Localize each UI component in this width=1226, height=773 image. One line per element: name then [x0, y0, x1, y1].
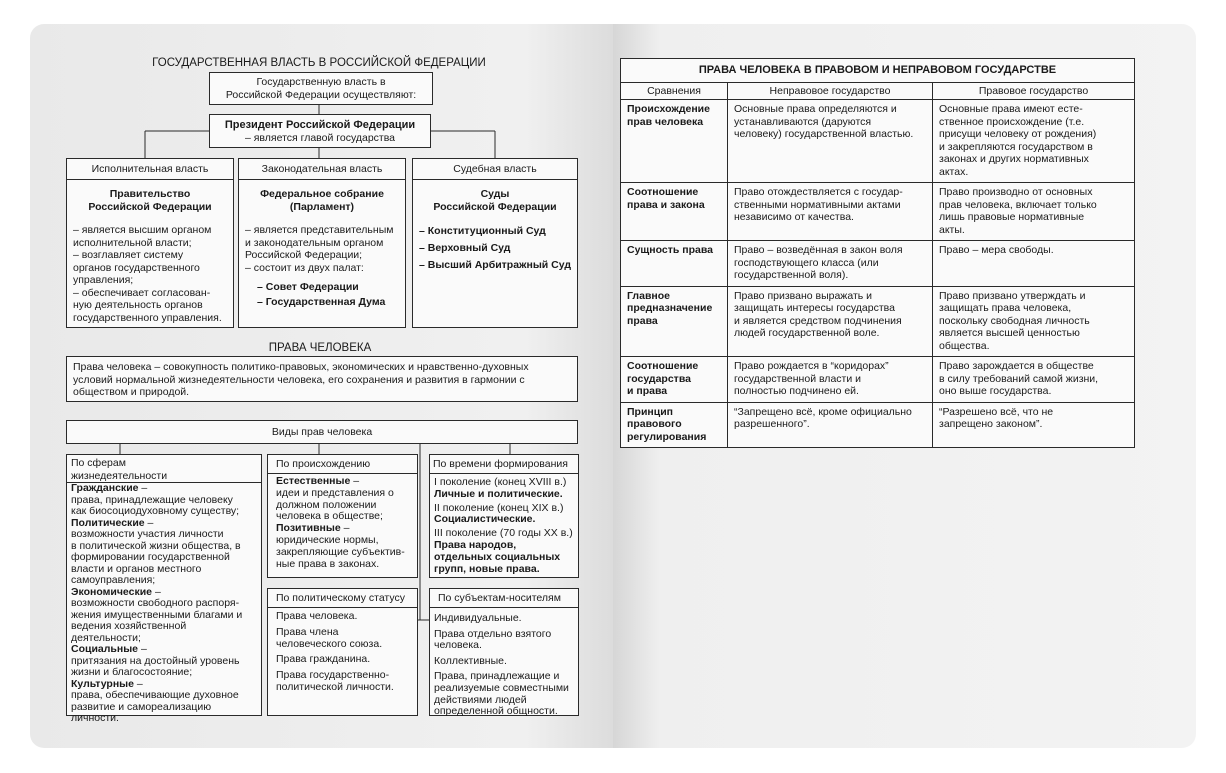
- nonlegal-cell: Право призвано выражать и защищать интересы государства и является средством подчинения людей государственной воле.: [728, 286, 933, 357]
- list-item: [434, 477, 580, 501]
- term-description: – возможности участия личности в политической жизни общества, в формировании государственной власти и органов местного самоуправления;: [71, 516, 241, 586]
- executive-branch-label: Исполнительная власть: [91, 163, 209, 175]
- spheres-list: [71, 483, 263, 725]
- list-item: [71, 679, 263, 725]
- list-item: [276, 476, 418, 523]
- judicial-item: – Конституционный Суд: [419, 225, 546, 237]
- column-header: Сравнения: [621, 82, 728, 100]
- political-status-box: [267, 588, 418, 716]
- nonlegal-cell: Право рождается в “коридорах” государственной власти и полностью подчинено ей.: [728, 357, 933, 403]
- list-item: [71, 518, 263, 587]
- list-item: Права человека.: [276, 610, 358, 622]
- legal-cell: Право призвано утверждать и защищать права человека, поскольку свободная личность является высшей ценностью общества.: [933, 286, 1135, 357]
- term: Гражданские: [71, 482, 139, 494]
- generation-label: III поколение (70 годы XX в.): [434, 527, 573, 540]
- term-description: – юридические нормы, закрепляющие субъектив- ные права в законах.: [276, 522, 405, 570]
- legal-cell: Право зарождается в обществе в силу требований самой жизни, оно выше государства.: [933, 357, 1135, 403]
- nonlegal-cell: Основные права определяются и устанавливаются (даруются человеку) государственной властью.: [728, 100, 933, 183]
- legislative-body-text: – является представительным и законодательным органом Российской Федерации; – состоит из двух палат:: [245, 224, 394, 274]
- row-key: Происхождение прав человека: [621, 100, 728, 183]
- spheres-box: [66, 454, 262, 724]
- rights-definition-text: Права человека – совокупность политико-правовых, экономических и нравственно-духовных условий нормальной жизнедеятельности человека, его сохранения и развития в гармонии с обществом и природой.: [73, 361, 529, 398]
- table-row: [621, 100, 1135, 183]
- row-key: Главное предназначение права: [621, 286, 728, 357]
- judicial-item: – Верховный Суд: [419, 242, 511, 254]
- column-header: Правовое государство: [933, 82, 1135, 100]
- list-item: [71, 483, 263, 518]
- legislative-body-title: Федеральное собрание (Парламент): [260, 188, 384, 213]
- legislative-branch-box: [238, 158, 406, 328]
- legislative-branch-label: Законодательная власть: [261, 163, 383, 175]
- row-key: Сущность права: [621, 241, 728, 287]
- table-row: [621, 286, 1135, 357]
- term-description: – права, принадлежащие человеку как биосоциодуховному существу;: [71, 482, 240, 517]
- subjects-list: [434, 613, 580, 722]
- origin-header: По происхождению: [276, 458, 371, 470]
- judicial-branch-label: Судебная власть: [453, 163, 537, 175]
- rights-types-header: Виды прав человека: [271, 426, 373, 438]
- judicial-body-title: Суды Российской Федерации: [433, 188, 557, 213]
- generation-label: II поколение (конец XIX в.): [434, 501, 564, 514]
- gov-power-title: ГОСУДАРСТВЕННАЯ ВЛАСТЬ В РОССИЙСКОЙ ФЕДЕРАЦИИ: [152, 57, 486, 69]
- nonlegal-cell: “Запрещено всё, кроме официально разрешенного”.: [728, 402, 933, 448]
- legal-cell: Право – мера свободы.: [933, 241, 1135, 287]
- political-status-header: По политическому статусу: [276, 592, 405, 604]
- rights-types-header-box: [66, 420, 578, 444]
- table-row: [621, 357, 1135, 403]
- list-item: Права, принадлежащие и реализуемые совместными действиями людей определенной общности.: [434, 670, 569, 718]
- list-item: [71, 644, 263, 679]
- executive-body-text: – является высшим органом исполнительной власти; – возглавляет систему органов государственного управления; – обеспечивает согласован- ную деятельность органов государственного управления.: [73, 224, 222, 324]
- subjects-box: [429, 588, 579, 716]
- term-description: – идеи и представления о должном положении человека в обществе;: [276, 475, 394, 523]
- origin-list: [276, 476, 418, 570]
- list-item: Коллективные.: [434, 654, 507, 667]
- term-description: – возможности свободного распоря- жения имущественными благами и ведения хозяйственной деятельности;: [71, 585, 243, 644]
- legal-cell: Основные права имеют есте- ственное происхождение (т.е. присущи человеку от рождения) и закрепляются государством в законах и других нормативных актах.: [933, 100, 1135, 183]
- table-row: [621, 402, 1135, 448]
- political-list: [276, 611, 418, 698]
- row-key: Принцип правового регулирования: [621, 402, 728, 448]
- list-item: Права члена человеческого союза.: [276, 625, 383, 650]
- list-item: Права отдельно взятого человека.: [434, 627, 552, 652]
- generation-desc: Права народов, отдельных социальных групп, новые права.: [434, 538, 561, 575]
- time-list: [434, 477, 580, 577]
- term: Социальные: [71, 643, 139, 655]
- judicial-item: – Высший Арбитражный Суд: [419, 259, 572, 271]
- list-item: [434, 503, 580, 527]
- gov-intro-box: [209, 72, 433, 105]
- table-row: [621, 183, 1135, 241]
- term: Естественные: [276, 475, 351, 487]
- column-header: Неправовое государство: [728, 82, 933, 100]
- nonlegal-cell: Право отождествляется с государ- ственными нормативными актами независимо от качества.: [728, 183, 933, 241]
- spheres-header: По сферам жизнедеятельности: [71, 457, 168, 482]
- list-item: Индивидуальные.: [434, 612, 522, 624]
- term: Культурные: [71, 677, 134, 690]
- generation-label: I поколение (конец XVIII в.): [434, 476, 567, 488]
- rights-definition-box: [66, 356, 578, 402]
- table-row: [621, 241, 1135, 287]
- term: Позитивные: [276, 522, 341, 535]
- executive-branch-box: [66, 158, 234, 328]
- term: Экономические: [71, 585, 153, 598]
- list-item: [71, 587, 263, 645]
- table-body: [621, 100, 1135, 448]
- generation-desc: Социалистические.: [434, 513, 536, 526]
- row-key: Соотношение права и закона: [621, 183, 728, 241]
- president-box: [209, 114, 431, 148]
- table-title: ПРАВА ЧЕЛОВЕКА В ПРАВОВОМ И НЕПРАВОВОМ ГОСУДАРСТВЕ: [621, 59, 1135, 83]
- list-item: [276, 523, 418, 570]
- judicial-branch-box: [412, 158, 578, 328]
- gov-intro-text: Государственную власть в Российской Федерации осуществляют:: [225, 76, 417, 101]
- time-header: По времени формирования: [433, 458, 568, 470]
- executive-body-title: Правительство Российской Федерации: [88, 188, 212, 213]
- list-item: Права государственно- политической личности.: [276, 669, 394, 693]
- subjects-header: По субъектам-носителям: [438, 592, 561, 604]
- nonlegal-cell: Право – возведённая в закон воля господствующего класса (или государственной воля).: [728, 241, 933, 287]
- legislative-item: – Государственная Дума: [257, 296, 386, 308]
- legal-cell: “Разрешено всё, что не запрещено законом”.: [933, 402, 1135, 448]
- term-description: – притязания на достойный уровень жизни и благосостояние;: [71, 643, 240, 678]
- origin-box: [267, 454, 418, 578]
- human-rights-title: ПРАВА ЧЕЛОВЕКА: [268, 342, 372, 354]
- list-item: [434, 528, 580, 575]
- term: Политические: [71, 516, 145, 529]
- president-title: Президент Российской Федерации: [224, 119, 416, 131]
- rights-comparison-table: [620, 58, 1135, 448]
- list-item: Права гражданина.: [276, 653, 371, 666]
- term-description: – права, обеспечивающие духовное развитие и самореализацию личности.: [71, 677, 239, 724]
- legislative-item: – Совет Федерации: [257, 281, 359, 293]
- president-subtitle: – является главой государства: [244, 132, 396, 144]
- row-key: Соотношение государства и права: [621, 357, 728, 403]
- time-box: [429, 454, 579, 578]
- generation-desc: Личные и политические.: [434, 487, 563, 500]
- legal-cell: Право производно от основных прав человека, включает только лишь правовые нормативные акты.: [933, 183, 1135, 241]
